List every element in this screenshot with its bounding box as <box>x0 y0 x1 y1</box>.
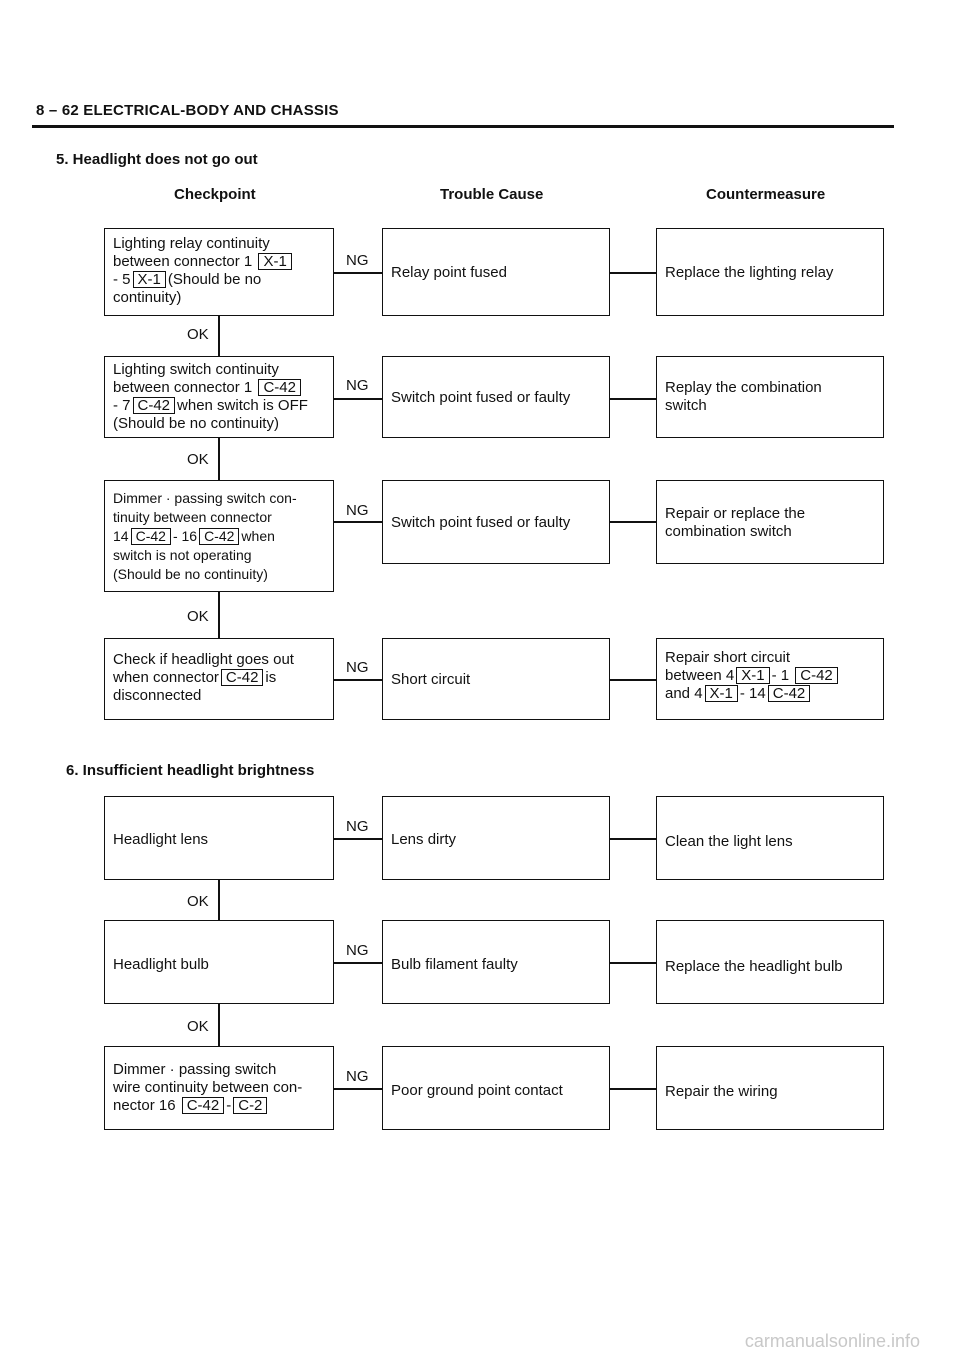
counter-text: and 4 <box>665 685 703 702</box>
counter-text: - 1 <box>771 667 790 684</box>
ok-line <box>218 1004 220 1046</box>
check-text: (Should be no <box>167 271 262 288</box>
connector-label: C-42 <box>131 528 171 545</box>
check-text: 14 <box>113 528 129 544</box>
ok-label: OK <box>187 893 209 910</box>
check-text <box>113 253 325 271</box>
ng-label: NG <box>346 1068 369 1085</box>
connector-line <box>334 1088 382 1090</box>
connector-label: C-42 <box>768 685 811 702</box>
countermeasure-replay-combination <box>656 356 884 438</box>
cause-lens-dirty: Lens dirty <box>382 796 610 880</box>
cause-short-circuit: Short circuit <box>382 638 610 720</box>
page-header: 8 – 62 ELECTRICAL-BODY AND CHASSIS <box>36 102 339 119</box>
ok-label: OK <box>187 1018 209 1035</box>
connector-line <box>610 398 656 400</box>
counter-text <box>665 667 875 685</box>
check-text: (Should be no continuity) <box>113 566 268 582</box>
counter-text: combination switch <box>665 523 792 540</box>
countermeasure-repair-combination <box>656 480 884 564</box>
connector-line <box>334 679 382 681</box>
counter-text: Replay the combination <box>665 379 822 396</box>
ng-label: NG <box>346 377 369 394</box>
check-text: is <box>265 669 277 686</box>
check-text: nector 16 <box>113 1097 176 1114</box>
connector-label: C-42 <box>133 397 176 414</box>
counter-text: Repair or replace the <box>665 505 806 522</box>
ng-label: NG <box>346 252 369 269</box>
checkpoint-headlight-goes-out <box>104 638 334 720</box>
check-text <box>113 1097 325 1115</box>
connector-line <box>334 272 382 274</box>
check-text: continuity) <box>113 289 182 306</box>
countermeasure-repair-wiring: Repair the wiring <box>656 1046 884 1130</box>
connector-line <box>610 838 656 840</box>
column-checkpoint: Checkpoint <box>174 186 256 203</box>
column-trouble-cause: Trouble Cause <box>440 186 544 203</box>
connector-label: X-1 <box>736 667 769 684</box>
checkpoint-lighting-switch <box>104 356 334 438</box>
check-text <box>113 271 325 289</box>
countermeasure-replace-relay <box>656 228 884 316</box>
ok-label: OK <box>187 451 209 468</box>
check-text: when <box>241 528 275 544</box>
connector-line <box>610 521 656 523</box>
section-6-title: 6. Insufficient headlight brightness <box>66 762 315 779</box>
check-text: between connector 1 <box>113 379 253 396</box>
check-text: when connector <box>113 669 219 686</box>
ok-line <box>218 316 220 356</box>
check-text: - 5 <box>113 271 131 288</box>
counter-text: between 4 <box>665 667 735 684</box>
connector-line <box>334 962 382 964</box>
ok-label: OK <box>187 326 209 343</box>
checkpoint-lighting-relay <box>104 228 334 316</box>
checkpoint-dimmer-wire <box>104 1046 334 1130</box>
cause-poor-ground: Poor ground point contact <box>382 1046 610 1130</box>
check-text: - 16 <box>172 528 198 544</box>
check-text: wire continuity between con- <box>113 1079 303 1096</box>
check-text: Dimmer · passing switch con- <box>113 490 297 506</box>
connector-label: C-42 <box>199 528 239 545</box>
counter-text: Repair short circuit <box>665 649 791 666</box>
ok-label: OK <box>187 608 209 625</box>
connector-line <box>610 272 656 274</box>
cause-relay-point-fused: Relay point fused <box>382 228 610 316</box>
connector-label: X-1 <box>258 253 291 270</box>
check-text: Lighting switch continuity <box>113 361 279 378</box>
check-text: disconnected <box>113 687 202 704</box>
connector-label: C-2 <box>233 1097 267 1114</box>
connector-line <box>610 1088 656 1090</box>
counter-text: - 14 <box>739 685 766 702</box>
connector-label: C-42 <box>182 1097 225 1114</box>
cause-switch-point-fused-2: Switch point fused or faulty <box>382 480 610 564</box>
connector-line <box>334 521 382 523</box>
connector-label: C-42 <box>221 669 264 686</box>
connector-line <box>610 679 656 681</box>
counter-text: switch <box>665 397 707 414</box>
check-text: between connector 1 <box>113 253 253 270</box>
check-text: Check if headlight goes out <box>113 651 294 668</box>
connector-line <box>610 962 656 964</box>
check-text: (Should be no continuity) <box>113 415 279 432</box>
connector-label: C-42 <box>795 667 838 684</box>
ok-line <box>218 592 220 638</box>
check-text: - <box>226 1097 232 1114</box>
check-text <box>113 379 325 397</box>
header-rule <box>32 125 894 128</box>
countermeasure-clean-lens: Clean the light lens <box>656 796 884 880</box>
checkpoint-dimmer-passing <box>104 480 334 592</box>
check-text: Dimmer · passing switch <box>113 1061 277 1078</box>
column-countermeasure: Countermeasure <box>706 186 826 203</box>
checkpoint-headlight-bulb: Headlight bulb <box>104 920 334 1004</box>
cause-switch-point-fused: Switch point fused or faulty <box>382 356 610 438</box>
connector-line <box>334 398 382 400</box>
cause-bulb-filament: Bulb filament faulty <box>382 920 610 1004</box>
countermeasure-replace-bulb: Replace the headlight bulb <box>656 920 884 1004</box>
counter-text: Replace the lighting relay <box>665 264 834 281</box>
check-text <box>113 669 325 687</box>
ng-label: NG <box>346 659 369 676</box>
checkpoint-headlight-lens: Headlight lens <box>104 796 334 880</box>
ng-label: NG <box>346 942 369 959</box>
section-5-title: 5. Headlight does not go out <box>56 151 258 168</box>
check-text: when switch is OFF <box>177 397 308 414</box>
ng-label: NG <box>346 502 369 519</box>
check-text: tinuity between connector <box>113 509 272 525</box>
countermeasure-repair-short <box>656 638 884 720</box>
connector-label: X-1 <box>133 271 166 288</box>
watermark: carmanualsonline.info <box>744 1331 920 1351</box>
ok-line <box>218 880 220 920</box>
ng-label: NG <box>346 818 369 835</box>
ok-line <box>218 438 220 480</box>
check-text <box>113 397 325 415</box>
connector-label: X-1 <box>705 685 738 702</box>
connector-label: C-42 <box>258 379 301 396</box>
check-text: Lighting relay continuity <box>113 235 270 252</box>
connector-line <box>334 838 382 840</box>
check-text <box>113 527 325 546</box>
counter-text <box>665 685 875 703</box>
check-text: switch is not operating <box>113 547 252 563</box>
check-text: - 7 <box>113 397 131 414</box>
